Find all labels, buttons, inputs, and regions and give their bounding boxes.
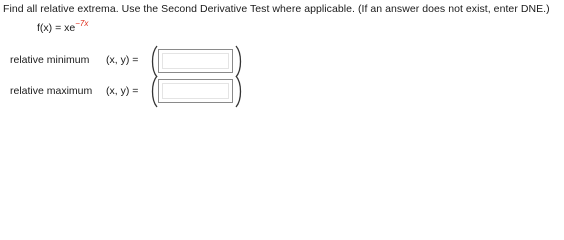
function-lhs: f(x) = xe xyxy=(37,22,76,34)
relative-maximum-label: relative maximum xyxy=(10,85,93,97)
exponent-coefficient: −7 xyxy=(75,19,85,28)
relative-minimum-coords-label: (x, y) = xyxy=(106,54,139,66)
relative-maximum-input[interactable] xyxy=(158,79,233,103)
relative-maximum-input-field[interactable] xyxy=(162,83,229,99)
problem-prompt: Find all relative extrema. Use the Second Derivative Test where applicable. (If an answer does not exist, enter DNE.) xyxy=(3,3,550,15)
relative-maximum-row xyxy=(0,75,280,109)
relative-minimum-input[interactable] xyxy=(158,49,233,73)
exponent-variable: x xyxy=(84,19,89,28)
relative-maximum-coords-label: (x, y) = xyxy=(106,85,139,97)
relative-minimum-input-field[interactable] xyxy=(162,53,229,69)
right-parenthesis-icon xyxy=(234,75,244,108)
function-definition xyxy=(37,19,89,34)
relative-minimum-row xyxy=(0,45,280,79)
relative-minimum-label: relative minimum xyxy=(10,54,90,66)
function-exponent xyxy=(75,19,88,28)
right-parenthesis-icon xyxy=(234,45,244,78)
